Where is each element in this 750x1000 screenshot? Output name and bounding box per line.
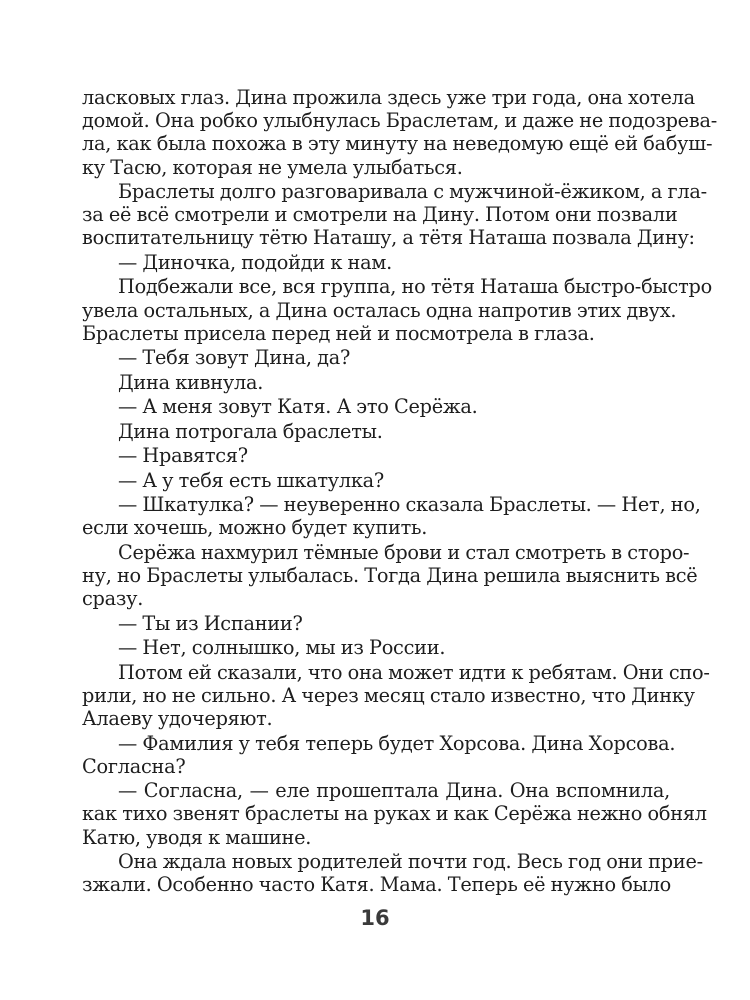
paragraph <box>82 444 670 467</box>
paragraph <box>82 850 703 897</box>
text-line: — А у тебя есть шкатулка? <box>118 468 384 492</box>
body-text <box>82 86 717 898</box>
text-line: сразу. <box>82 587 144 611</box>
text-line: Серёжа нахмурил тёмные брови и стал смотреть в сторо- <box>118 540 690 564</box>
text-line: — Нравятся? <box>118 444 248 468</box>
text-line: — Шкатулка? — неуверенно сказала Браслеты. — Нет, но, <box>118 493 701 517</box>
paragraph <box>82 180 707 250</box>
text-line: Браслеты долго разговаривала с мужчиной-ёжиком, а гла- <box>118 180 707 204</box>
paragraph <box>82 731 676 778</box>
paragraph <box>82 86 717 179</box>
text-line: Она ждала новых родителей почти год. Весь год они прие- <box>118 850 703 874</box>
paragraph <box>82 420 670 443</box>
text-line: — Ты из Испании? <box>118 611 303 635</box>
paragraph <box>82 493 701 540</box>
text-line: воспитательницу тётю Наташу, а тётя Наташа позвала Дину: <box>82 226 695 250</box>
text-line: увела остальных, а Дина осталась одна напротив этих двух. <box>82 298 677 322</box>
text-line: за её всё смотрели и смотрели на Дину. Потом они позвали <box>82 203 678 227</box>
text-line: если хочешь, можно будет купить. <box>82 516 428 540</box>
text-line: — Согласна, — еле прошептала Дина. Она вспомнила, <box>118 779 670 803</box>
text-line: — Диночка, подойди к нам. <box>118 250 392 274</box>
text-line: Браслеты присела перед ней и посмотрела в глаза. <box>82 321 595 345</box>
text-line: Катю, уводя к машине. <box>82 825 312 849</box>
text-line: зжали. Особенно часто Катя. Мама. Теперь её нужно было <box>82 873 672 897</box>
text-line: ласковых глаз. Дина прожила здесь уже три года, она хотела <box>82 86 695 109</box>
paragraph <box>82 469 670 492</box>
text-line: — Нет, солнышко, мы из России. <box>118 636 446 660</box>
text-line: домой. Она робко улыбнулась Браслетам, и даже не подозрева- <box>82 109 717 133</box>
text-line: Подбежали все, вся группа, но тётя Наташа быстро-быстро <box>118 275 712 299</box>
paragraph <box>82 612 670 635</box>
paragraph <box>82 275 712 345</box>
paragraph <box>82 660 710 731</box>
text-line: Согласна? <box>82 754 186 778</box>
page-number: 16 <box>360 906 390 930</box>
text-line: — Тебя зовут Дина, да? <box>118 346 351 370</box>
text-line: как тихо звенят браслеты на руках и как Серёжа нежно обнял <box>82 802 707 826</box>
text-line: Дина потрогала браслеты. <box>118 419 383 443</box>
paragraph <box>82 371 670 394</box>
text-line: ку Тасю, которая не умела улыбаться. <box>82 155 463 179</box>
text-line: рили, но не сильно. А через месяц стало известно, что Динку <box>82 683 695 707</box>
text-line: Алаеву удочеряют. <box>82 707 273 731</box>
paragraph <box>82 251 670 274</box>
text-line: Дина кивнула. <box>118 370 264 394</box>
paragraph <box>82 346 670 369</box>
text-line: Потом ей сказали, что она может идти к ребятам. Они спо- <box>118 660 710 684</box>
text-line: — А меня зовут Катя. А это Серёжа. <box>118 395 478 419</box>
paragraph <box>82 636 670 659</box>
text-line: ну, но Браслеты улыбалась. Тогда Дина решила выяснить всё <box>82 564 698 588</box>
paragraph <box>82 540 698 611</box>
text-line: — Фамилия у тебя теперь будет Хорсова. Дина Хорсова. <box>118 731 676 755</box>
paragraph <box>82 395 670 418</box>
paragraph <box>82 779 707 849</box>
text-line: ла, как была похожа в эту минуту на неведомую ещё ей бабуш- <box>82 132 713 156</box>
